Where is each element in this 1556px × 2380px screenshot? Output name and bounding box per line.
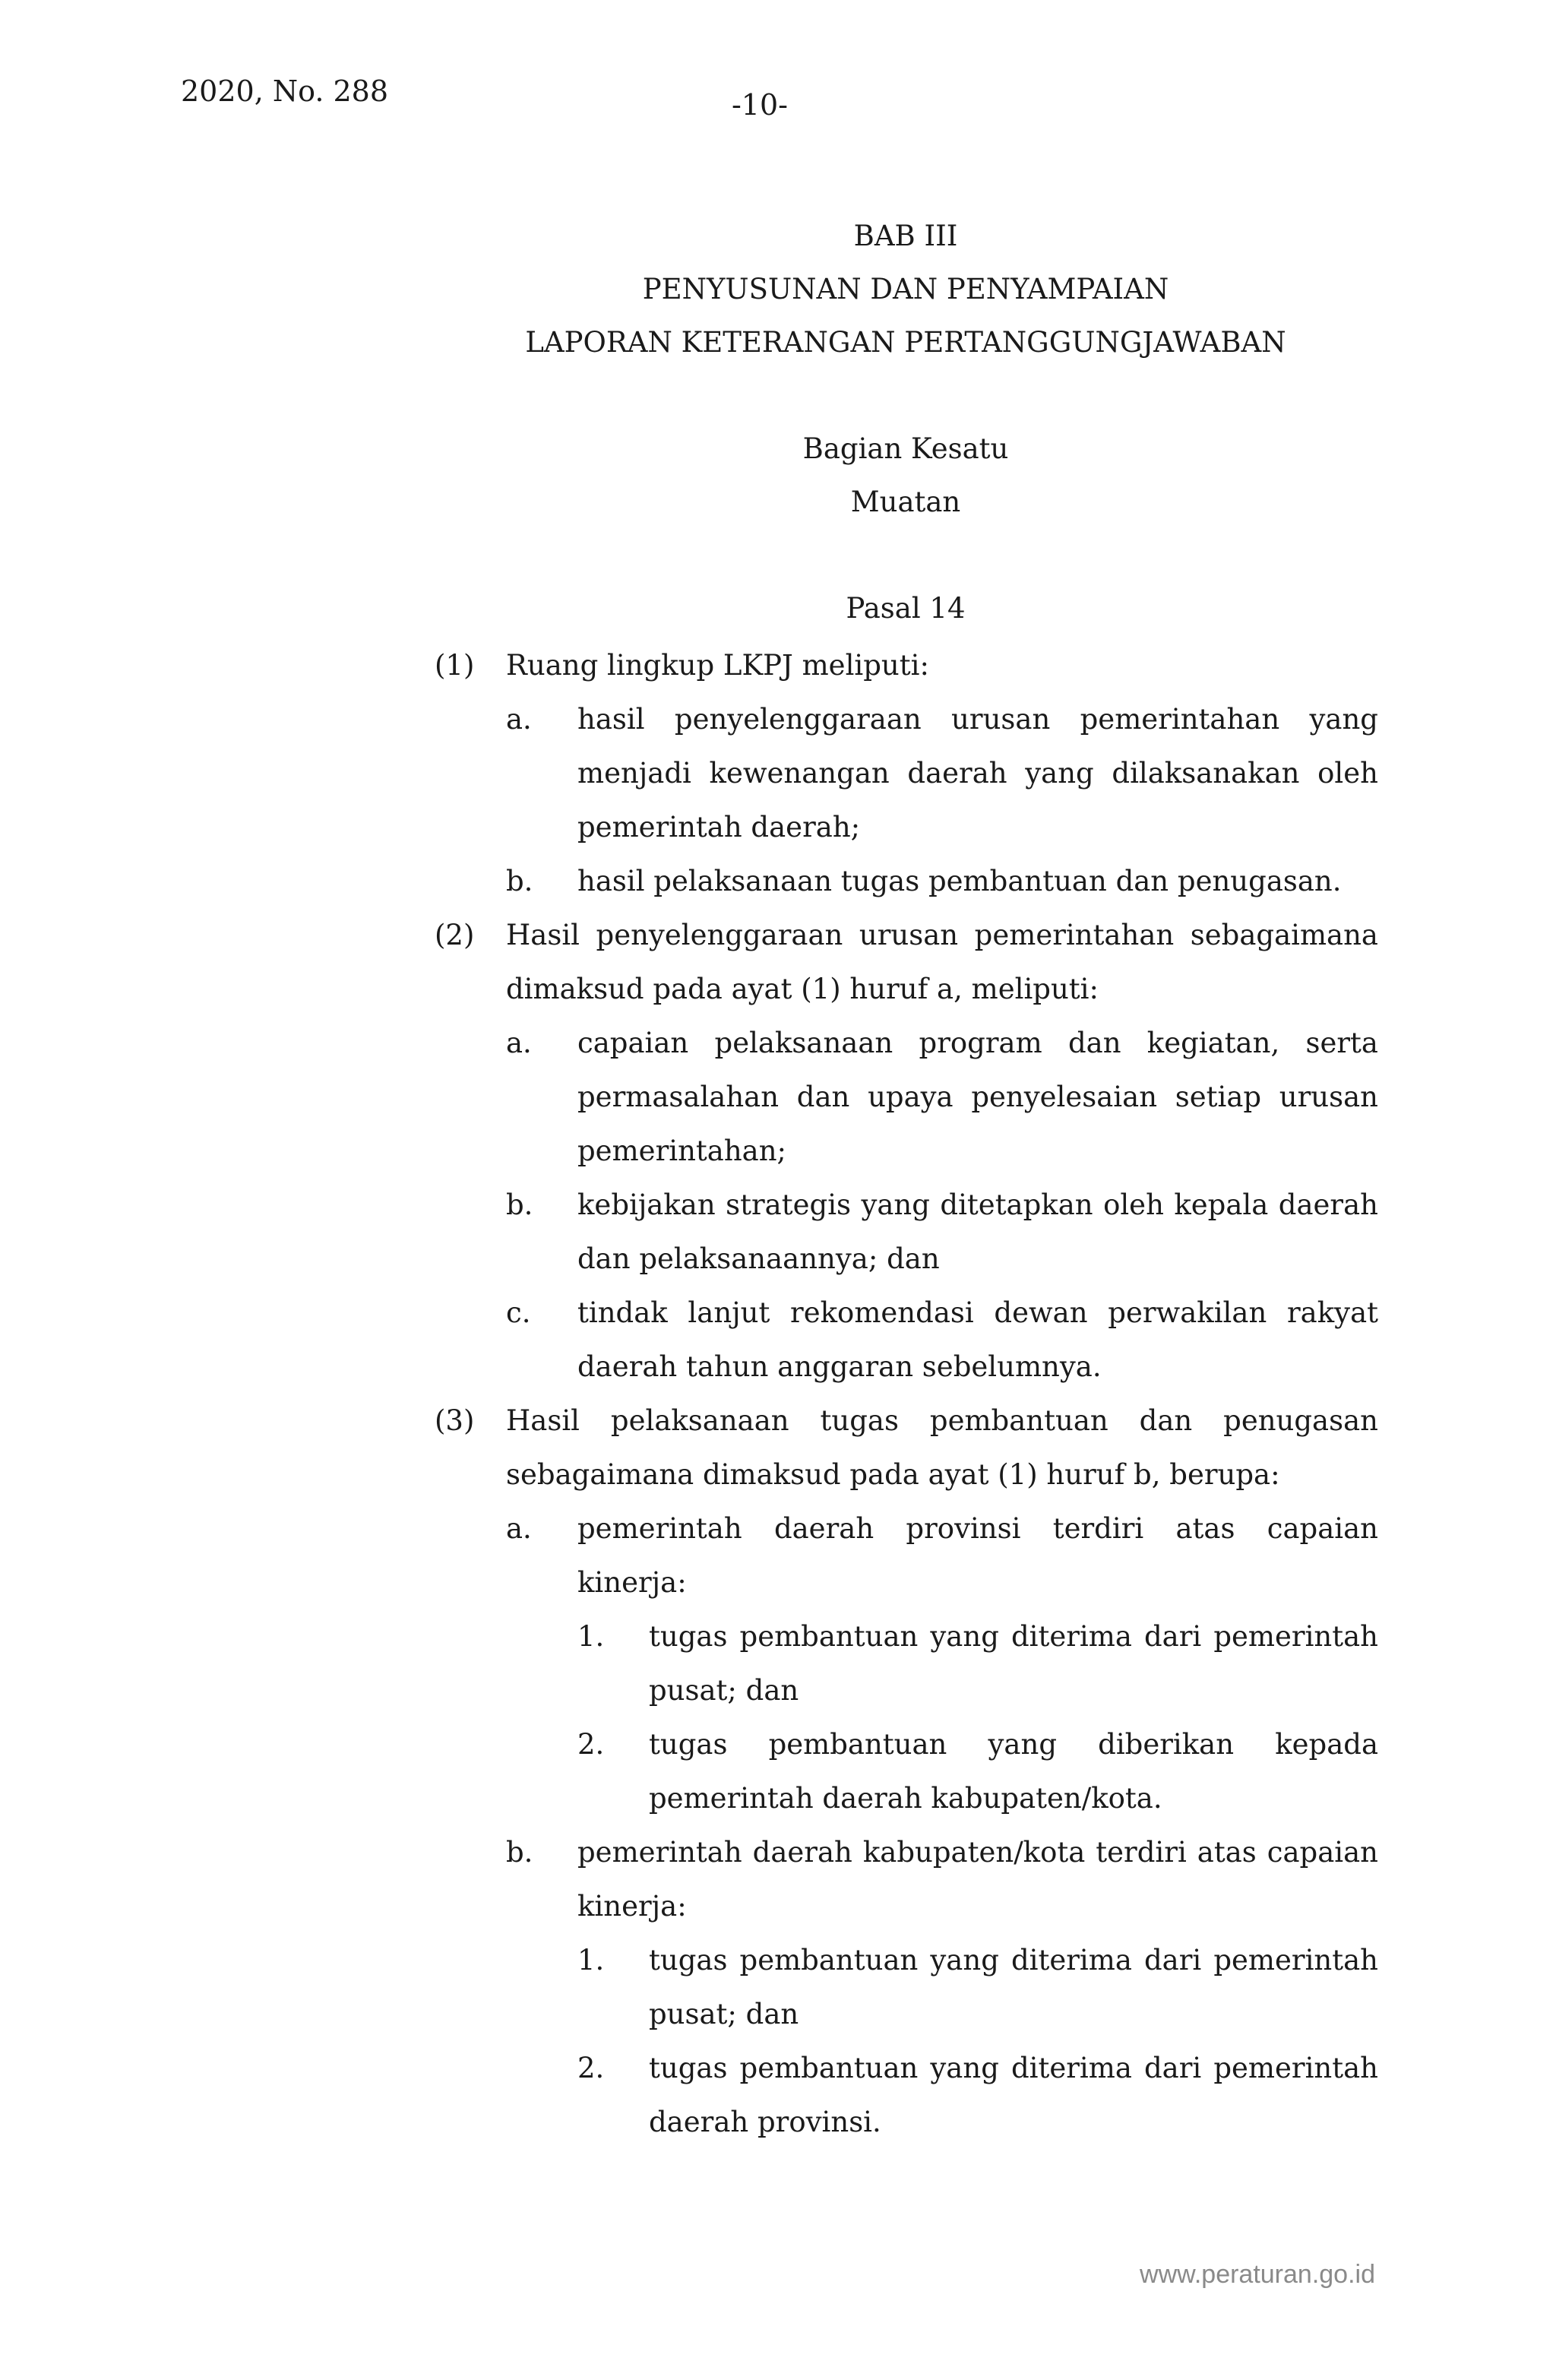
item-text: hasil pelaksanaan tugas pembantuan dan penugasan. bbox=[577, 865, 1342, 897]
item-label: b. bbox=[506, 1188, 533, 1221]
clause-label: (3) bbox=[435, 1404, 475, 1437]
article-body bbox=[435, 638, 1378, 2149]
chapter-title-line-1: PENYUSUNAN DAN PENYAMPAIAN bbox=[642, 273, 1169, 305]
clause-1 bbox=[435, 638, 1378, 692]
item-text: pemerintah daerah provinsi terdiri atas capaian kinerja: bbox=[577, 1512, 1378, 1599]
item-label: a. bbox=[506, 1512, 532, 1545]
item-text: kebijakan strategis yang ditetapkan oleh kepala daerah dan pelaksanaannya; dan bbox=[577, 1188, 1378, 1275]
clause-3 bbox=[435, 1394, 1378, 1502]
item-label: a. bbox=[506, 1027, 532, 1059]
item-label: b. bbox=[506, 865, 533, 897]
source-watermark: www.peraturan.go.id bbox=[1140, 2260, 1375, 2289]
subitem-label: 1. bbox=[577, 1620, 605, 1653]
clause-1-item-a bbox=[435, 692, 1378, 854]
item-label: a. bbox=[506, 703, 532, 736]
chapter-number: BAB III bbox=[853, 220, 958, 252]
clause-1-item-b bbox=[435, 854, 1378, 908]
section-heading bbox=[433, 423, 1378, 529]
subitem-text: tugas pembantuan yang diterima dari pemerintah daerah provinsi. bbox=[649, 2052, 1378, 2138]
clause-text: Hasil pelaksanaan tugas pembantuan dan penugasan sebagaimana dimaksud pada ayat (1) huruf b, berupa: bbox=[506, 1404, 1378, 1491]
clause-3-item-b-sub-1 bbox=[435, 1933, 1378, 2041]
section-number: Bagian Kesatu bbox=[802, 432, 1009, 465]
item-text: hasil penyelenggaraan urusan pemerintahan yang menjadi kewenangan daerah yang dilaksanakan oleh pemerintah daerah; bbox=[577, 703, 1378, 843]
chapter-heading bbox=[433, 210, 1378, 369]
item-text: pemerintah daerah kabupaten/kota terdiri atas capaian kinerja: bbox=[577, 1836, 1378, 1923]
article-number: Pasal 14 bbox=[846, 592, 966, 625]
subitem-text: tugas pembantuan yang diberikan kepada pemerintah daerah kabupaten/kota. bbox=[649, 1728, 1378, 1815]
item-label: b. bbox=[506, 1836, 533, 1869]
clause-text: Hasil penyelenggaraan urusan pemerintahan sebagaimana dimaksud pada ayat (1) huruf a, meliputi: bbox=[506, 919, 1378, 1005]
subitem-label: 2. bbox=[577, 1728, 605, 1761]
clause-3-item-a bbox=[435, 1502, 1378, 1609]
item-text: capaian pelaksanaan program dan kegiatan, serta permasalahan dan upaya penyelesaian setiap urusan pemerintahan; bbox=[577, 1027, 1378, 1167]
clause-2-item-c bbox=[435, 1286, 1378, 1394]
subitem-label: 1. bbox=[577, 1944, 605, 1976]
item-text: tindak lanjut rekomendasi dewan perwakilan rakyat daerah tahun anggaran sebelumnya. bbox=[577, 1296, 1378, 1383]
article-title bbox=[433, 582, 1378, 635]
chapter-title-line-2: LAPORAN KETERANGAN PERTANGGUNGJAWABAN bbox=[525, 326, 1286, 359]
subitem-text: tugas pembantuan yang diterima dari pemerintah pusat; dan bbox=[649, 1620, 1378, 1707]
document-reference: 2020, No. 288 bbox=[181, 74, 389, 108]
clause-2-item-b bbox=[435, 1178, 1378, 1286]
item-label: c. bbox=[506, 1296, 531, 1329]
clause-text: Ruang lingkup LKPJ meliputi: bbox=[506, 649, 929, 682]
clause-3-item-b bbox=[435, 1825, 1378, 1933]
clause-2 bbox=[435, 908, 1378, 1016]
clause-label: (1) bbox=[435, 649, 475, 682]
clause-label: (2) bbox=[435, 919, 475, 951]
clause-3-item-b-sub-2 bbox=[435, 2041, 1378, 2149]
subitem-label: 2. bbox=[577, 2052, 605, 2084]
clause-3-item-a-sub-1 bbox=[435, 1609, 1378, 1717]
clause-3-item-a-sub-2 bbox=[435, 1717, 1378, 1825]
section-title: Muatan bbox=[850, 486, 961, 518]
clause-2-item-a bbox=[435, 1016, 1378, 1178]
page-number: -10- bbox=[731, 88, 789, 122]
subitem-text: tugas pembantuan yang diterima dari pemerintah pusat; dan bbox=[649, 1944, 1378, 2030]
